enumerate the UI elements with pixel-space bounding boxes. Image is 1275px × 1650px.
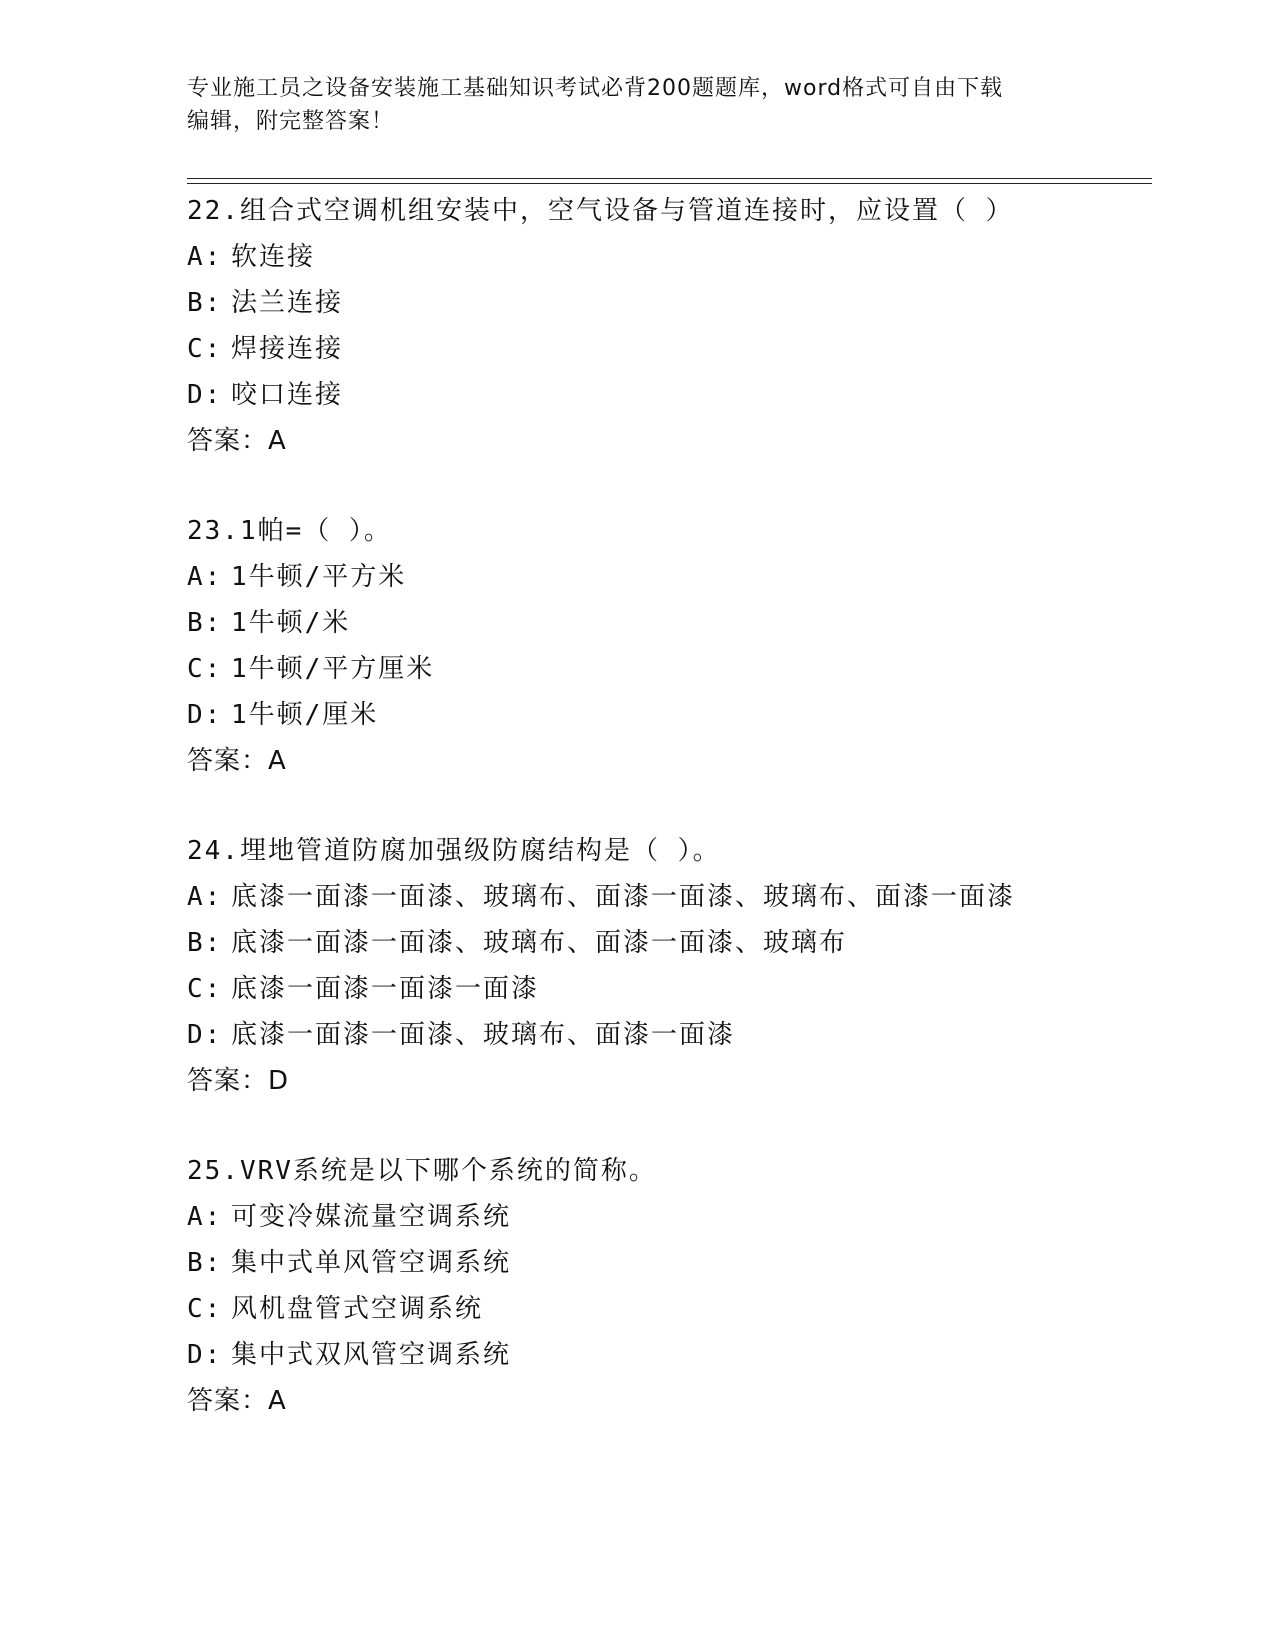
answer-line: 答案：A [187,746,287,776]
option-text: 底漆一面漆一面漆一面漆 [231,974,540,1004]
answer-line: 答案：A [187,1386,287,1416]
answer-line: 答案：A [187,426,287,456]
header-title-line-2: 编辑，附完整答案！ [187,109,395,134]
header-title-line-1: 专业施工员之设备安装施工基础知识考试必背200题题库，word格式可自由下载 [187,76,1004,101]
answer-line: 答案：D [187,1066,290,1096]
option-key: A: [187,882,223,912]
option-a [187,1194,1152,1240]
header-divider-top [187,178,1152,179]
option-text: 1牛顿/厘米 [231,700,379,730]
document-header [187,72,1067,138]
option-d [187,372,1152,418]
option-c [187,646,1152,692]
option-key: D: [187,700,223,730]
option-c [187,966,1152,1012]
option-key: C: [187,974,223,1004]
option-text: 集中式双风管空调系统 [231,1340,512,1370]
option-text: 焊接连接 [231,334,344,364]
option-key: A: [187,1202,223,1232]
option-text: 底漆一面漆一面漆、玻璃布、面漆一面漆 [231,1020,736,1050]
option-d [187,1012,1152,1058]
option-key: B: [187,608,223,638]
option-text: 软连接 [231,242,316,272]
question-stem: 25.VRV系统是以下哪个系统的简称。 [187,1156,657,1186]
option-b [187,600,1152,646]
option-d [187,692,1152,738]
option-key: A: [187,242,223,272]
option-key: B: [187,288,223,318]
question-stem: 24.埋地管道防腐加强级防腐结构是（ ）。 [187,836,721,866]
option-text: 1牛顿/米 [231,608,351,638]
question-25 [187,1148,1152,1424]
option-key: B: [187,1248,223,1278]
option-text: 可变冷媒流量空调系统 [231,1202,512,1232]
option-key: B: [187,928,223,958]
option-key: C: [187,654,223,684]
question-24 [187,828,1152,1104]
option-text: 1牛顿/平方厘米 [231,654,435,684]
option-text: 1牛顿/平方米 [231,562,407,592]
option-a [187,554,1152,600]
option-key: D: [187,1020,223,1050]
option-d [187,1332,1152,1378]
option-key: A: [187,562,223,592]
option-a [187,234,1152,280]
option-text: 法兰连接 [231,288,344,318]
option-key: D: [187,380,223,410]
option-key: D: [187,1340,223,1370]
option-b [187,920,1152,966]
option-text: 咬口连接 [231,380,344,410]
option-text: 风机盘管式空调系统 [231,1294,484,1324]
option-text: 底漆一面漆一面漆、玻璃布、面漆一面漆、玻璃布 [231,928,848,958]
option-b [187,1240,1152,1286]
question-23 [187,508,1152,784]
option-text: 底漆一面漆一面漆、玻璃布、面漆一面漆、玻璃布、面漆一面漆 [231,882,1016,912]
header-divider-bottom [187,183,1152,184]
option-a [187,874,1152,920]
option-c [187,326,1152,372]
option-b [187,280,1152,326]
question-22 [187,188,1152,464]
option-key: C: [187,1294,223,1324]
question-stem: 23.1帕=（ ）。 [187,516,392,546]
option-key: C: [187,334,223,364]
option-c [187,1286,1152,1332]
question-stem: 22.组合式空调机组安装中，空气设备与管道连接时，应设置（ ） [187,196,1014,226]
option-text: 集中式单风管空调系统 [231,1248,512,1278]
